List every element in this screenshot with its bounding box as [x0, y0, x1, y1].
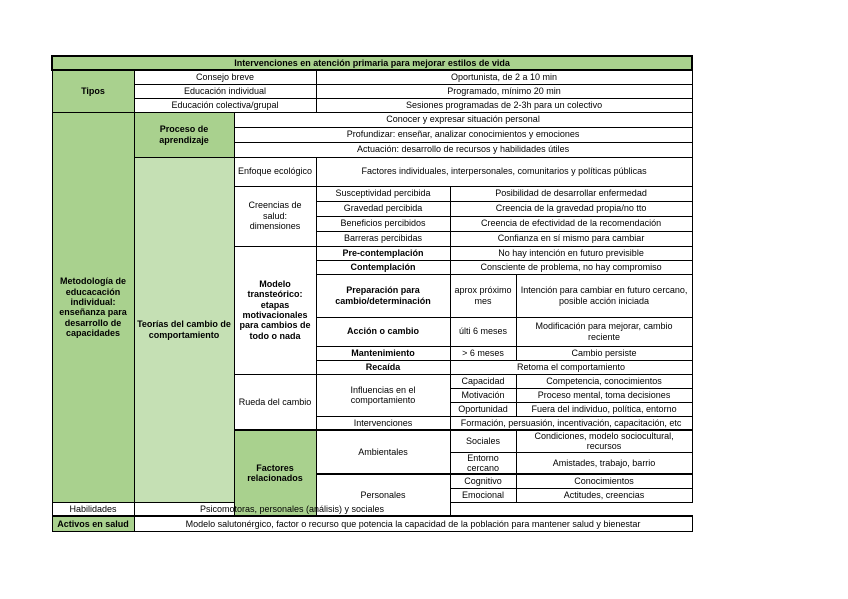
factor-desc: Condiciones, modelo sociocultural, recursos [516, 430, 692, 452]
factor-desc: Psicomotoras, personales (análisis) y sociales [134, 502, 450, 516]
stage-name: Contemplación [316, 260, 450, 274]
modelo-label: Modelo transteórico: etapas motivacionales para cambios de todo o nada [234, 246, 316, 374]
creencia-dimension: Susceptividad percibida [316, 186, 450, 201]
stage-desc: Cambio persiste [516, 346, 692, 360]
metodologia-label: Metodología de educacación individual: enseñanza para desarrollo de capacidades [52, 112, 134, 502]
stage-name: Pre-contemplación [316, 246, 450, 260]
tipo-name: Educación individual [134, 84, 316, 98]
factor-name: Cognitivo [450, 474, 516, 488]
stage-desc: Modificación para mejorar, cambio reciente [516, 317, 692, 346]
influencias-label: Influencias en el comportamiento [316, 374, 450, 416]
creencia-dimension: Beneficios percibidos [316, 216, 450, 231]
personales-label: Personales [316, 474, 450, 516]
rueda-desc: Fuera del individuo, política, entorno [516, 402, 692, 416]
creencia-desc: Posibilidad de desarrollar enfermedad [450, 186, 692, 201]
table-title: Intervenciones en atención primaria para mejorar estilos de vida [52, 56, 692, 70]
intervenciones-desc: Formación, persuasión, incentivación, capacitación, etc [450, 416, 692, 430]
stage-desc: Retoma el comportamiento [450, 360, 692, 374]
rueda-desc: Proceso mental, toma decisiones [516, 388, 692, 402]
creencia-dimension: Gravedad percibida [316, 201, 450, 216]
factores-label: Factores relacionados [234, 430, 316, 516]
tipo-name: Consejo breve [134, 70, 316, 84]
activos-desc: Modelo salutonérgico, factor o recurso que potencia la capacidad de la población para mantener salud y bienestar [134, 516, 692, 531]
enfoque-label: Enfoque ecológico [234, 157, 316, 186]
factor-name: Emocional [450, 488, 516, 502]
stage-name: Acción o cambio [316, 317, 450, 346]
stage-desc: Intención para cambiar en futuro cercano, posible acción iniciada [516, 274, 692, 317]
factor-desc: Actitudes, creencias [516, 488, 692, 502]
rueda-label: Rueda del cambio [234, 374, 316, 430]
rueda-factor: Motivación [450, 388, 516, 402]
enfoque-desc: Factores individuales, interpersonales, comunitarios y políticas públicas [316, 157, 692, 186]
creencia-desc: Creencia de efectividad de la recomendación [450, 216, 692, 231]
stage-time: últi 6 meses [450, 317, 516, 346]
tipo-desc: Programado, mínimo 20 min [316, 84, 692, 98]
creencia-desc: Creencia de la gravedad propia/no tto [450, 201, 692, 216]
tipos-label: Tipos [52, 70, 134, 112]
stage-desc: Consciente de problema, no hay compromiso [450, 260, 692, 274]
proceso-item: Conocer y expresar situación personal [234, 112, 692, 127]
stage-name: Preparación para cambio/determinación [316, 274, 450, 317]
stage-time: aprox próximo mes [450, 274, 516, 317]
creencia-desc: Confianza en sí mismo para cambiar [450, 231, 692, 246]
interventions-table [51, 55, 693, 532]
factor-name: Entorno cercano [450, 452, 516, 474]
proceso-item: Actuación: desarrollo de recursos y habilidades útiles [234, 142, 692, 157]
tipo-name: Educación colectiva/grupal [134, 98, 316, 112]
creencia-dimension: Barreras percibidas [316, 231, 450, 246]
stage-desc: No hay intención en futuro previsible [450, 246, 692, 260]
rueda-factor: Capacidad [450, 374, 516, 388]
rueda-factor: Oportunidad [450, 402, 516, 416]
factor-desc: Amistades, trabajo, barrio [516, 452, 692, 474]
proceso-label: Proceso de aprendizaje [134, 112, 234, 157]
intervenciones-label: Intervenciones [316, 416, 450, 430]
factor-desc: Conocimientos [516, 474, 692, 488]
rueda-desc: Competencia, conocimientos [516, 374, 692, 388]
activos-label: Activos en salud [52, 516, 134, 531]
tipo-desc: Oportunista, de 2 a 10 min [316, 70, 692, 84]
teorias-label: Teorías del cambio de comportamiento [134, 157, 234, 502]
creencias-label: Creencias de salud: dimensiones [234, 186, 316, 246]
factor-name: Sociales [450, 430, 516, 452]
ambientales-label: Ambientales [316, 430, 450, 474]
stage-name: Recaída [316, 360, 450, 374]
tipo-desc: Sesiones programadas de 2-3h para un colectivo [316, 98, 692, 112]
proceso-item: Profundizar: enseñar, analizar conocimientos y emociones [234, 127, 692, 142]
stage-time: > 6 meses [450, 346, 516, 360]
stage-name: Mantenimiento [316, 346, 450, 360]
factor-name: Habilidades [52, 502, 134, 516]
